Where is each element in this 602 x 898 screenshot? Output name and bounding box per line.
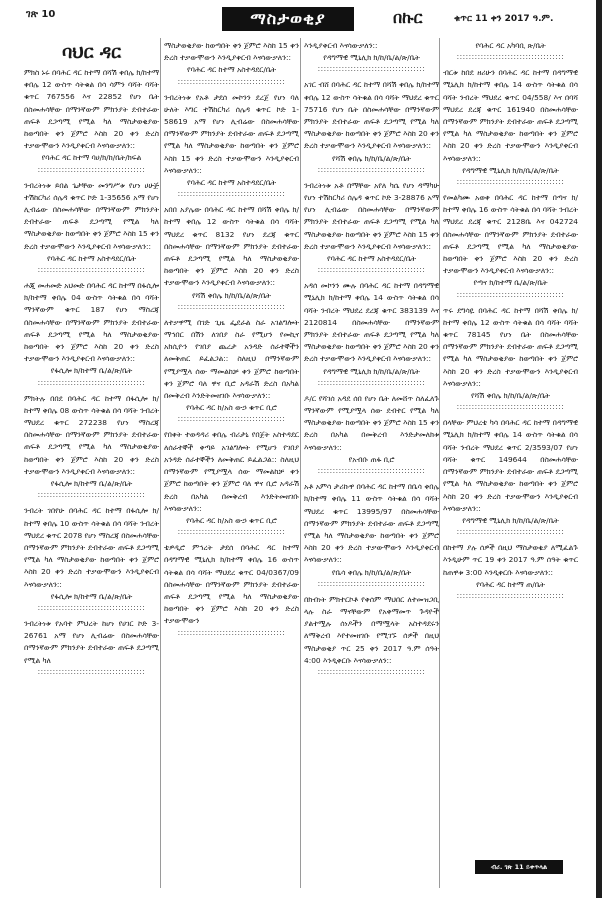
notice	[443, 417, 578, 537]
notice-separator: ::::::::::::::::::::::::::::::::::::	[456, 177, 565, 187]
notice-body: ጥሩ ደግሳዬ በባሕር ዳር ከተማ በሻሽ ቀበሌ ክ/ከተማ ቀበሌ 12 ውስጥ ሳትቁል በሳ ባሻት ባሻት ቁጥር 78145 የሆነ ቤት በስመሐሳቸው በማንኛውም ምክንያት ደብተራው ጠፍቶ ደጋጣሚ የሚል ካለ ማስታወቂያው ከወጣበት ቀን ጀምሮ እስከ 20 ቀን ድረስ ተቃውሞውን እንዲያቀርብ እናሳውቃለን::	[443, 305, 578, 388]
notice-signature: የዳግማዊ ሚኒሊክ ክ/ከ/ቤ/ል/ጽ/ቤት	[323, 366, 420, 376]
notice-body: በላቸው ምህረቴ ካሳ በባሕር ዳር ከተማ በዳግማዊ ሚኒሊክ ክ/ከተማ ቀበሌ 14 ውስጥ ሳትቁል በሳ ባሻት ንብረት ማህደረ ቁጥር 2/3593/07 የሆነ ባሻት ቁጥር 149644 በስመሐሳቸው በማንኛውም ምክንያት ደብተራው ጠፍቶ ደጋጣሚ የሚል ካለ ማስታወቂያው ከወጣበት ቀን ጀምሮ እስከ 20 ቀን ድረስ ተቃውሞውን እንዲያቀርብ እናሳውቃለን::	[443, 418, 578, 513]
notice	[304, 180, 439, 275]
notice-signature: የባሕር ዳር ከ/አስ ውኃ ቁጥር ቢሮ	[186, 403, 277, 413]
notice	[24, 618, 159, 677]
notice	[304, 481, 439, 589]
notice-separator: ::::::::::::::::::::::::::::::::::::	[37, 164, 146, 174]
notice-body: ዶ/ር የሻገሰ አዳደ ሰበ የሆነ ቤት ለመሸጥ ስለፈለጉ ማንኛውም የሚያሟላ ሰው ደብተር የሚል ካለ ማስታወቂያው ከወጣበት ቀን ጀምሮ እስከ 15 ቀን ድረስ በአካል በመቅረብ እንድታመለክቱ እናሳውቃለን::	[304, 393, 439, 452]
notice-signature: የአብቡ ጠፋ ቢሮ	[348, 454, 395, 464]
notice-signature: የፋሲሎ ክ/ከተማ ቤ/ል/ጽ/ቤት	[50, 591, 133, 601]
column-3	[304, 40, 439, 882]
column-1	[24, 40, 159, 882]
notice-separator: ::::::::::::::::::::::::::::::::::::	[37, 490, 146, 500]
notice	[164, 204, 299, 312]
notice-signature: የሻሽ ቀበሌ ክ/ከ/ቤ/ል/ጽ/ቤት	[471, 391, 550, 401]
notice-separator: ::::::::::::::::::::::::::::::::::::	[317, 164, 426, 174]
notice	[24, 280, 159, 388]
notice-signature: የሻሽ ቀበሌ ክ/ከ/ቤ/ል/ጽ/ቤት	[332, 153, 411, 163]
notice-signature: የባሕር ዳር ከ/አስ ውኃ ቁጥር ቢሮ	[186, 515, 277, 525]
notice-body: የመልካሙ አወቀ በባሕር ዳር ከተማ በጣና ክ/ከተማ ቀበሌ 16 ውስጥ ሳትቁል በሳ ባሻት ንብረት ማህደረ ደረጃ ቁጥር 2128ቤ እና 042724 በስመሐሳቸው በማንኛውም ምክንያት ደብተራው ጠፍቶ ደጋጣሚ የሚል ካለ ማስታወቂያው ከወጣበት ቀን ጀምሮ እስከ 20 ቀን ድረስ ተቃውሞውን እንዲያቀርብ እናሳውቃለን::	[443, 193, 578, 276]
notice	[443, 192, 578, 300]
notice-body: ንብረት ገበየሁ በባሕር ዳር ከተማ በፋሲሎ ክ/ከተማ ቀበሌ 10 ውስጥ ሳትቁል በሳ ባሻት ንብረት ማህደረ ቁጥር 2078 የሆነ ማስረጃ በስመሐሳቸው በማንኛውም ምክንያት ደብተራው ጠፍቶ ደጋጣሚ የሚል ካለ ማስታወቂያው ከወጣበት ቀን ጀምሮ እስከ 20 ቀን ድረስ ተቃውሞውን እንዲያቀርብ እናሳውቃለን::	[24, 506, 159, 589]
notice-body: አገር ብሸ በባሕር ዳር ከተማ በሻሽ ቀበሌ ክ/ከተማ ቀበሌ 12 ውስጥ ሳትቁል በሳ ባሻት ማህደረ ቁጥር 75716 የሆነ ቤት በስመሐሳቸው በማንኛውም ምክንያት ደብተራው ጠፍቶ ደጋጣሚ የሚል ካለ ማስታወቂያው ከወጣበት ቀን ጀምሮ እስከ 20 ቀን ድረስ ተቃውሞውን እንዲያቀርብ እናሳውቃለን::	[304, 80, 439, 151]
notice-separator: ::::::::::::::::::::::::::::::::::::	[317, 578, 426, 588]
page-header	[0, 0, 596, 34]
notice-signature: የሻሽ ቀበሌ ክ/ከ/ቤ/ል/ጽ/ቤት	[192, 290, 271, 300]
page-edge-bar	[596, 0, 602, 898]
newspaper-name: በኩር	[393, 8, 423, 27]
notice-signature: የጣና ክ/ከተማ ቤ/ል/ጽ/ቤት	[473, 278, 548, 288]
column-rule	[300, 38, 301, 888]
notice	[164, 317, 299, 425]
notice-separator: ::::::::::::::::::::::::::::::::::::	[317, 265, 426, 275]
notice-body: አበበ አያሌው በባሕር ዳር ከተማ በሻሽ ቀበሌ ክ/ከተማ ቀበሌ 12 ውስጥ ሳትቁል በሳ ባሻት ማህደረ ቁጥር 8132 የሆነ ደረጃ ቁጥር በስመሐሳቸው በማንኛውም ምክንያት ደብተራው ጠፍቶ ደጋጣሚ የሚል ካለ ማስታወቂያው ከወጣበት ቀን ጀምሮ እስከ 20 ቀን ድረስ ተቃውሞውን እንዲያቀርብ እናሳውቃለን::	[164, 205, 299, 288]
notice-body: ንብረትነቱ የአባተ ምህረት ከሆነ የሀገር ኮድ 3-26761 አማ የሆነ ሊብሬው በስመሐሳቸው በማንኛውም ምክንያት ደብተራው ጠፍቶ ደጋጣሚ የሚል ካለ	[24, 618, 159, 665]
notice-body: ምክስ ኑሩ በባሕር ዳር ከተማ በሻሽ ቀበሌ ክ/ከተማ ቀበሌ 12 ውስጥ ሳትቁል በሳ ሳምን ባሻት ባሻት ቁጥር 767556 እና 22852 የሆነ ቤት በስመሐሳቸው በማንኛውም ምክንያት ደብተራው ጠፍቶ ደጋጣሚ የሚል ካለ ማስታወቂያው ከወጣበት ቀን ጀምሮ እስከ 20 ቀን ድረስ ተቃውሞውን እንዲያቀርብ እናሳውቃለን::	[24, 68, 159, 151]
notice	[304, 393, 439, 476]
notice-separator: ::::::::::::::::::::::::::::::::::::	[37, 602, 146, 612]
notice	[304, 79, 439, 174]
column-rule	[160, 38, 161, 888]
notice-body: ሐጂ መሐመድ አህመድ በባሕር ዳር ከተማ በፋሲሎ ክ/ከተማ ቀበሌ 04 ውስጥ ሳትቁል በሳ ባሻት ማንኛውም ቁጥር 187 የሆነ ማስረጃ በስመሐሳቸው በማንኛውም ምክንያት ደብተራው ጠፍቶ ደጋጣሚ የሚል ካለ ማስታወቂያው ከወጣበት ቀን ጀምሮ እስከ 20 ቀን ድረስ ተቃውሞውን እንዲያቀርብ እናሳውቃለን::	[24, 281, 159, 364]
notice-body: ንብረትነቱ አቶ በማቸው አየለ ካሴ የሆነ ዳማካሁ የሆነ ተሽከርካሪ ሰሌዳ ቁጥር ኮድ 3-28876 አማ የሆነ ሊብሬው በስመሐሳቸው በማንኛውም ምክንያት ደብተራው ጠፍቶ ደጋጣሚ የሚል ካለ ማስታወቂያው ከወጣበት ቀን ጀምሮ እስከ 15 ቀን ድረስ ተቃውሞውን እንዲያቀርብ እናሳውቃለን::	[304, 180, 439, 251]
notice-separator: ::::::::::::::::::::::::::::::::::::	[177, 301, 286, 311]
notice-separator: ::::::::::::::::::::::::::::::::::::	[456, 527, 565, 537]
notice-body: የበቀት ተወዳዳሪ ቀበሌ ብሪታኒ የበጀት አስተዳደር ለሰራተኞች ቀጣይ አገልግሎት የሚሆን የገበያ አንዳድ ሰራተኞችን ለመቅጠር ይፈልጋል:: ስለዚህ በማንኛውም የሚያሟላ ሰው ማመልከቻ ቀን ጀምሮ ከወጣበት ቀን ጀምሮ ባለ ዋና ቢሮ አዳራሽ ድረስ በአካል በመቅረብ እንድትመዘገቡ እናሳውቃለን::	[164, 430, 299, 513]
notice-body: ብርቱ ከበደ ዘሪሁን በባሕር ዳር ከተማ በዳግማዊ ሚኒሊክ ክ/ከተማ ቀበሌ 14 ውስጥ ሳትቁል በሳ ባሻት ንብረት ማህደረ ቁጥር 04/558/ እና በባሻ ማህደረ ደረጃ ቁጥር 161940 በስመሐሳቸው በማንኛውም ምክንያት ደብተራው ጠፍቶ ደጋጣሚ የሚል ካለ ማስታወቂያው ከወጣበት ቀን ጀምሮ እስከ 20 ቀን ድረስ ተቃውሞውን እንዲያቀርብ እናሳውቃለን::	[443, 68, 578, 163]
notice-body: በከተማ ያሉ ሰዎች በዚህ ማስታወቂያ ለሚፈልጉ እንዲሁም ጥር 19 ቀን 2017 ዓ.ም ሰዓት ቁጥር ከጠዋቱ 3:00 እንዲቀርቡ እናሳውቃለን::	[443, 543, 578, 577]
notice-body: ንብረትነቱ ይበል ጌታቸው መንግሥቱ የሆነ ሀሁጅ ተሽከርካሪ ሰሌዳ ቁጥር ኮድ 1-35656 አማ የሆነ ሊብሬው በስመሐሳቸው በማንኛውም ምክንያት ደብተራው ጠፍቶ ደጋጣሚ የሚል ካለ ማስታወቂያው ከወጣበት ቀን ጀምሮ እስከ 15 ቀን ድረስ ተቃውሞውን እንዲያቀርብ እናሳውቃለን::	[24, 180, 159, 251]
notice-signature: የዳግማዊ ሚኒሊክ ክ/ከ/ቤ/ል/ጽ/ቤት	[323, 53, 420, 63]
notice-signature: የቤሳ ቀበሌ ክ/ከ/ቤ/ል/ጽ/ቤት	[331, 567, 412, 577]
notice-separator: ::::::::::::::::::::::::::::::::::::	[37, 666, 146, 676]
notice-separator: ::::::::::::::::::::::::::::::::::::	[177, 527, 286, 537]
notice-body: አቶ አምሳ ታሪኩዋ በባሕር ዳር ከተማ በቤሳ ቀበሌ ክ/ከተማ ቀበሌ 11 ውስጥ ሳትቁል በሳ ባሻት ማህደረ ቁጥር 13995/97 በስመሐሳቸው በማንኛውም ምክንያት ደብተራው ጠፍቶ ደጋጣሚ የሚል ካለ ማስታወቂያው ከወጣበት ቀን ጀምሮ እስከ 20 ቀን ድረስ ተቃውሞውን እንዲያቀርብ እናሳውቃለን::	[304, 482, 439, 565]
notice-body: ለተቃዋሚ በገድ ጊዜ ፌደራል ስራ አገልግሎት ማኅበር በሽን ለገበያ ስራ የሚሆን የመኪና አክሲዮን የገበያ ጨረታ አንዳድ ሰራተኞችን ለመቅጠር ይፈልጋል:: ስለዚህ በማንኛውም የሚያሟላ ሰው ማመልከቻ ቀን ጀምሮ ከወጣበት ቀን ጀምሮ ባለ ዋና ቢሮ አዳራሽ ድረስ በአካል በመቅረብ እንድትመዘገቡ እናሳውቃለን::	[164, 317, 299, 401]
notice-separator: ::::::::::::::::::::::::::::::::::::	[456, 402, 565, 412]
notice	[304, 40, 439, 74]
notice-separator: ::::::::::::::::::::::::::::::::::::	[456, 52, 565, 62]
notice	[24, 505, 159, 613]
notice	[24, 393, 159, 501]
notice	[443, 67, 578, 187]
notice	[164, 429, 299, 537]
notice	[443, 40, 578, 62]
notice-signature: የባሕር ዳር አካባቢ ጽ/ቤት	[475, 41, 546, 50]
notice	[304, 594, 439, 677]
notice-signature: የፋሲሎ ክ/ከተማ ቤ/ል/ጽ/ቤት	[50, 366, 133, 376]
notice-separator: ::::::::::::::::::::::::::::::::::::	[177, 627, 286, 637]
notice	[443, 305, 578, 413]
notice-separator: ::::::::::::::::::::::::::::::::::::	[317, 64, 426, 74]
column-2	[164, 40, 299, 882]
notice-body: ማስታወቂያው ከወጣበት ቀን ጀምሮ እስከ 15 ቀን ድረስ ተቃውሞውን እንዲያቀርብ እናሳውቃለን::	[164, 41, 299, 63]
page-number: ገጽ 10	[26, 9, 56, 20]
notice-separator: ::::::::::::::::::::::::::::::::::::	[37, 377, 146, 387]
notice-separator: ::::::::::::::::::::::::::::::::::::	[317, 666, 426, 676]
notice-separator: ::::::::::::::::::::::::::::::::::::	[177, 414, 286, 424]
notice-body: ቴዎዲሮ ምኅረት ታደሰ በባሕር ዳር ከተማ በዳግማዊ ሚኒሊክ ክ/ከተማ ቀበሌ 16 ውስጥ ሳትቁል በሳ ባሻት ማህደረ ቁጥር 04/0367/09 በስመሐሳቸው በማንኛውም ምክንያት ደብተራው ጠፍቶ ደጋጣሚ የሚል ካለ ማስታወቂያው ከወጣበት ቀን ጀምሮ እስከ 20 ቀን ድረስ ተቃውሞውን	[164, 543, 299, 626]
notice-signature: የባሕር ዳር ከተማ ጠ/ቤት	[476, 579, 545, 589]
notice	[164, 40, 299, 87]
continued-stamp: ብሪ. ገጽ 11 ይቀጥላል	[475, 860, 563, 874]
notice-signature: የባሕር ዳር ከተማ ባሀ/ክ/ከ/ቤት/ክፍል	[41, 153, 142, 163]
notice	[164, 92, 299, 200]
issue-info: ቁጥር 11 ቀን 2017 ዓ.ም.	[454, 14, 554, 24]
notice	[304, 280, 439, 388]
notice-signature: የባሕር ዳር ከተማ አስተዳደር/ቤት	[187, 65, 276, 75]
notice	[443, 542, 578, 601]
notice-separator: ::::::::::::::::::::::::::::::::::::	[456, 590, 565, 600]
notice-separator: ::::::::::::::::::::::::::::::::::::	[37, 265, 146, 275]
column-rule	[439, 38, 440, 888]
notice-separator: ::::::::::::::::::::::::::::::::::::	[177, 189, 286, 199]
notice-body: እንዲያቀርብ እናሳውቃለን::	[304, 41, 378, 50]
notice-separator: ::::::::::::::::::::::::::::::::::::	[317, 466, 426, 476]
notice-signature: የፋሲሎ ክ/ከተማ ቤ/ል/ጽ/ቤት	[50, 479, 133, 489]
notice	[164, 542, 299, 637]
notice-body: አዳሰ መኮንን ሙሉ በባሕር ዳር ከተማ በዳግማዊ ሚኒሊክ ክ/ከተማ ቀበሌ 14 ውስጥ ሳትቁል በሳ ባሻት ንብረት ማህደረ ደረጃ ቁጥር 383139 እና 2120814 በስመሐሳቸው በማንኛውም ምክንያት ደብተራው ጠፍቶ ደጋጣሚ የሚል ካለ ማስታወቂያው ከወጣበት ቀን ጀምሮ እስከ 20 ቀን ድረስ ተቃውሞውን እንዲያቀርብ እናሳውቃለን::	[304, 281, 439, 364]
notice-body: ምክትሉ በበደ በባሕር ዳር ከተማ በፋሲሎ ክ/ከተማ ቀበሌ 08 ውስጥ ሳትቁል በሳ ባሻት ንብረት ማህደረ ቁጥር 272238 የሆነ ማስረጃ በስመሐሳቸው በማንኛውም ምክንያት ደብተራው ጠፍቶ ደጋጣሚ የሚል ካለ ማስታወቂያው ከወጣበት ቀን ጀምሮ እስከ 20 ቀን ድረስ ተቃውሞውን እንዲያቀርብ እናሳውቃለን::	[24, 393, 159, 476]
notice	[24, 67, 159, 175]
notice-signature: የባሕር ዳር ከተማ አስተዳደር/ቤት	[47, 253, 136, 263]
notice	[24, 180, 159, 275]
column-4	[443, 40, 578, 882]
section-title: ባህር ዳር	[61, 42, 122, 63]
notice-separator: ::::::::::::::::::::::::::::::::::::	[177, 76, 286, 86]
notice-separator: ::::::::::::::::::::::::::::::::::::	[456, 289, 565, 299]
notice-separator: ::::::::::::::::::::::::::::::::::::	[317, 377, 426, 387]
notice-body: በክብነት ምክተርኮቶ የቀሰም ማህበር ለተመዝጋቢ ላሉ ስራ ማናቸውም የአቀማመጥ ጉዳዮች ያልተሟሉ ሰነዶችን በማሟላት አስተዳደሩን ለማቅረብ እየተመዘገቡ የሚገኙ ሰዎች በዚህ ማስታወቂያ ጥር 25 ቀን 2017 ዓ.ም ሰዓት 4:00 እንዲቀርቡ እናሳውቃለን::	[304, 594, 439, 665]
notice-signature: የዳግማዊ ሚኒሊክ ክ/ከ/ቤ/ል/ጽ/ቤት	[462, 515, 559, 525]
section-masthead: ማስታወቂያ	[222, 7, 354, 31]
notice-signature: የባሕር ዳር ከተማ አስተዳደር/ቤት	[327, 254, 416, 264]
notice-signature: የባሕር ዳር ከተማ አስተዳደር/ቤት	[187, 178, 276, 188]
notice-signature: የዳግማዊ ሚኒሊክ ክ/ከ/ቤ/ል/ጽ/ቤት	[462, 165, 559, 175]
notice-body: ንብረትነቱ የአቶ ታደሰ መኮንን ደረጀ የሆነ ባለ ሁለት እግር ተሽከርካሪ ሰሌዳ ቁጥር ኮድ 1-58619 አማ የሆነ ሊብሬው በስመሐሳቸው በማንኛውም ምክንያት ደብተራው ጠፍቶ ደጋጣሚ የሚል ካለ ማስታወቂያው ከወጣበት ቀን ጀምሮ እስከ 15 ቀን ድረስ ተቃውሞውን እንዲያቀርብ እናሳውቃለን::	[164, 92, 299, 175]
